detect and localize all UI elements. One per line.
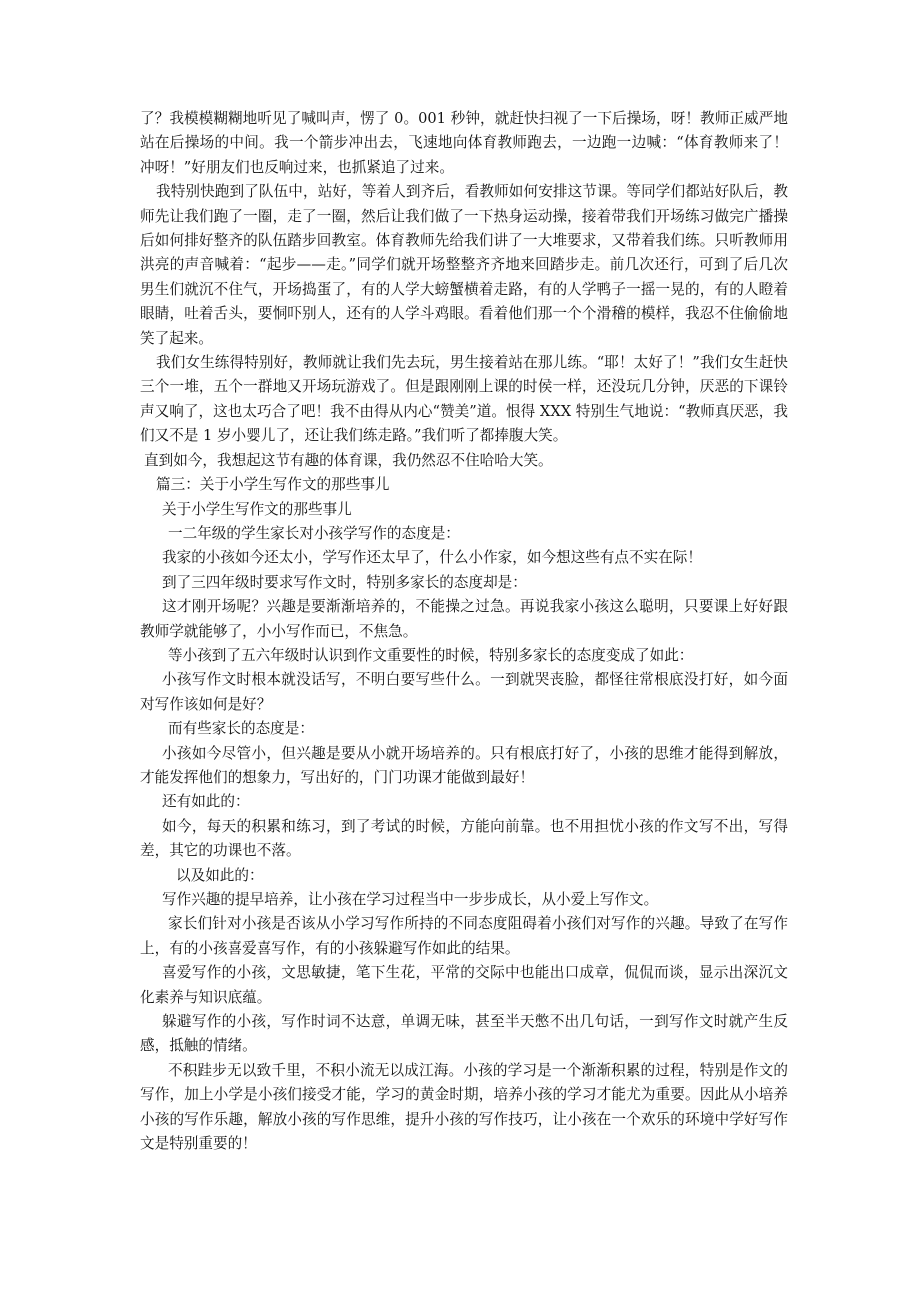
- document-body: [140, 107, 788, 1156]
- paragraph-1: 了？我模模糊糊地听见了喊叫声，愣了 0。001 秒钟，就赶快扫视了一下后操场，呀！教师正威严地站在后操场的中间。我一个箭步冲出去，飞速地向体育教师跑去，一边跑一边喊：“体育教师来了！冲呀！”好朋友们也反响过来，也抓紧追了过来。: [140, 110, 788, 176]
- paragraph-20: 不积跬步无以致千里，不积小流无以成江海。小孩的学习是一个渐渐积累的过程，特别是作文的写作，加上小学是小孩们接受才能，学习的黄金时期，培养小孩的学习才能尤为重要。因此从小培养小孩的写作乐趣，解放小孩的写作思维，提升小孩的写作技巧，让小孩在一个欢乐的环境中学好写作文是特别重要的！: [140, 1061, 788, 1153]
- paragraph-19: 躲避写作的小孩，写作时词不达意，单调无味，甚至半天憋不出几句话，一到写作文时就产生反感，抵触的情绪。: [140, 1013, 788, 1055]
- paragraph-7: 到了三四年级时要求写作文时，特别多家长的态度却是：: [162, 573, 527, 591]
- paragraph-10: 小孩写作文时根本就没话写，不明白要写些什么。一到就哭丧脸，都怪往常根底没打好，如今面对写作该如何是好？: [140, 671, 788, 713]
- paragraph-9: 等小孩到了五六年级时认识到作文重要性的时候，特别多家长的态度变成了如此：: [168, 646, 694, 664]
- paragraph-14: 如今，每天的积累和练习，到了考试的时候，方能向前靠。也不用担忧小孩的作文写不出，写得差，其它的功课也不落。: [140, 817, 788, 860]
- paragraph-3: 我们女生练得特别好，教师就让我们先去玩，男生接着站在那儿练。“耶！太好了！”我们女生赶快三个一堆，五个一群地又开场玩游戏了。但是跟刚刚上课的时侯一样，还没玩几分钟，厌恶的下课铃声又响了，这也太巧合了吧！我不由得从内心“赞美”道。恨得 XXX 特别生气地说：“教师真厌恶，我们又不是 1 岁小婴儿了，还让我们练走路。”我们听了都捧腹大笑。: [140, 354, 788, 445]
- paragraph-12: 小孩如今尽管小，但兴趣是要从小就开场培养的。只有根底打好了，小孩的思维才能得到解放，才能发挥他们的想象力，写出好的，门门功课才能做到最好！: [140, 744, 788, 786]
- paragraph-17: 家长们针对小孩是否该从小学习写作所持的不同态度阻碍着小孩们对写作的兴趣。导致了在写作上，有的小孩喜爱喜写作，有的小孩躲避写作如此的结果。: [140, 915, 788, 957]
- paragraph-13: 还有如此的：: [162, 793, 250, 811]
- paragraph-16: 写作兴趣的提早培养，让小孩在学习过程当中一步步成长，从小爱上写作文。: [162, 891, 659, 908]
- paragraph-6: 我家的小孩如今还太小，学写作还太早了，什么小作家，如今想这些有点不实在际！: [162, 549, 702, 567]
- paragraph-5: 一二年级的学生家长对小孩学写作的态度是：: [168, 524, 460, 542]
- paragraph-8: 这才刚开场呢？兴趣是要渐渐培养的，不能操之过急。再说我家小孩这么聪明，只要课上好好跟教师学就能够了，小小写作而已，不焦急。: [140, 598, 788, 640]
- paragraph-15: 以及如此的：: [176, 866, 264, 884]
- section-heading: 篇三：关于小学生写作文的那些事儿: [156, 476, 390, 494]
- faint-watermark: [330, 1232, 630, 1292]
- paragraph-4: 直到如今，我想起这节有趣的体育课，我仍然忍不住哈哈大笑。: [144, 451, 553, 469]
- article-title: 关于小学生写作文的那些事儿: [162, 500, 352, 518]
- paragraph-11: 而有些家长的态度是：: [168, 720, 314, 738]
- paragraph-18: 喜爱写作的小孩，文思敏捷，笔下生花，平常的交际中也能出口成章，侃侃而谈，显示出深沉文化素养与知识底蕴。: [140, 964, 788, 1006]
- paragraph-2: 我特别快跑到了队伍中，站好，等着人到齐后，看教师如何安排这节课。等同学们都站好队后，教师先让我们跑了一圈，走了一圈，然后让我们做了一下热身运动操，接着带我们开场练习做完广播操后如何排好整齐的队伍踏步回教室。体育教师先给我们讲了一大堆要求，又带着我们练。只听教师用洪亮的声音喊着：“起步——走。”同学们就开场整整齐齐地来回踏步走。前几次还行，可到了后几次男生们就沉不住气，开场捣蛋了，有的人学大螃蟹横着走路，有的人学鸭子一摇一晃的，有的人瞪着眼睛，吐着舌头，要恫吓别人，还有的人学斗鸡眼。看着他们那一个个滑稽的模样，我忍不住偷偷地笑了起来。: [140, 183, 788, 347]
